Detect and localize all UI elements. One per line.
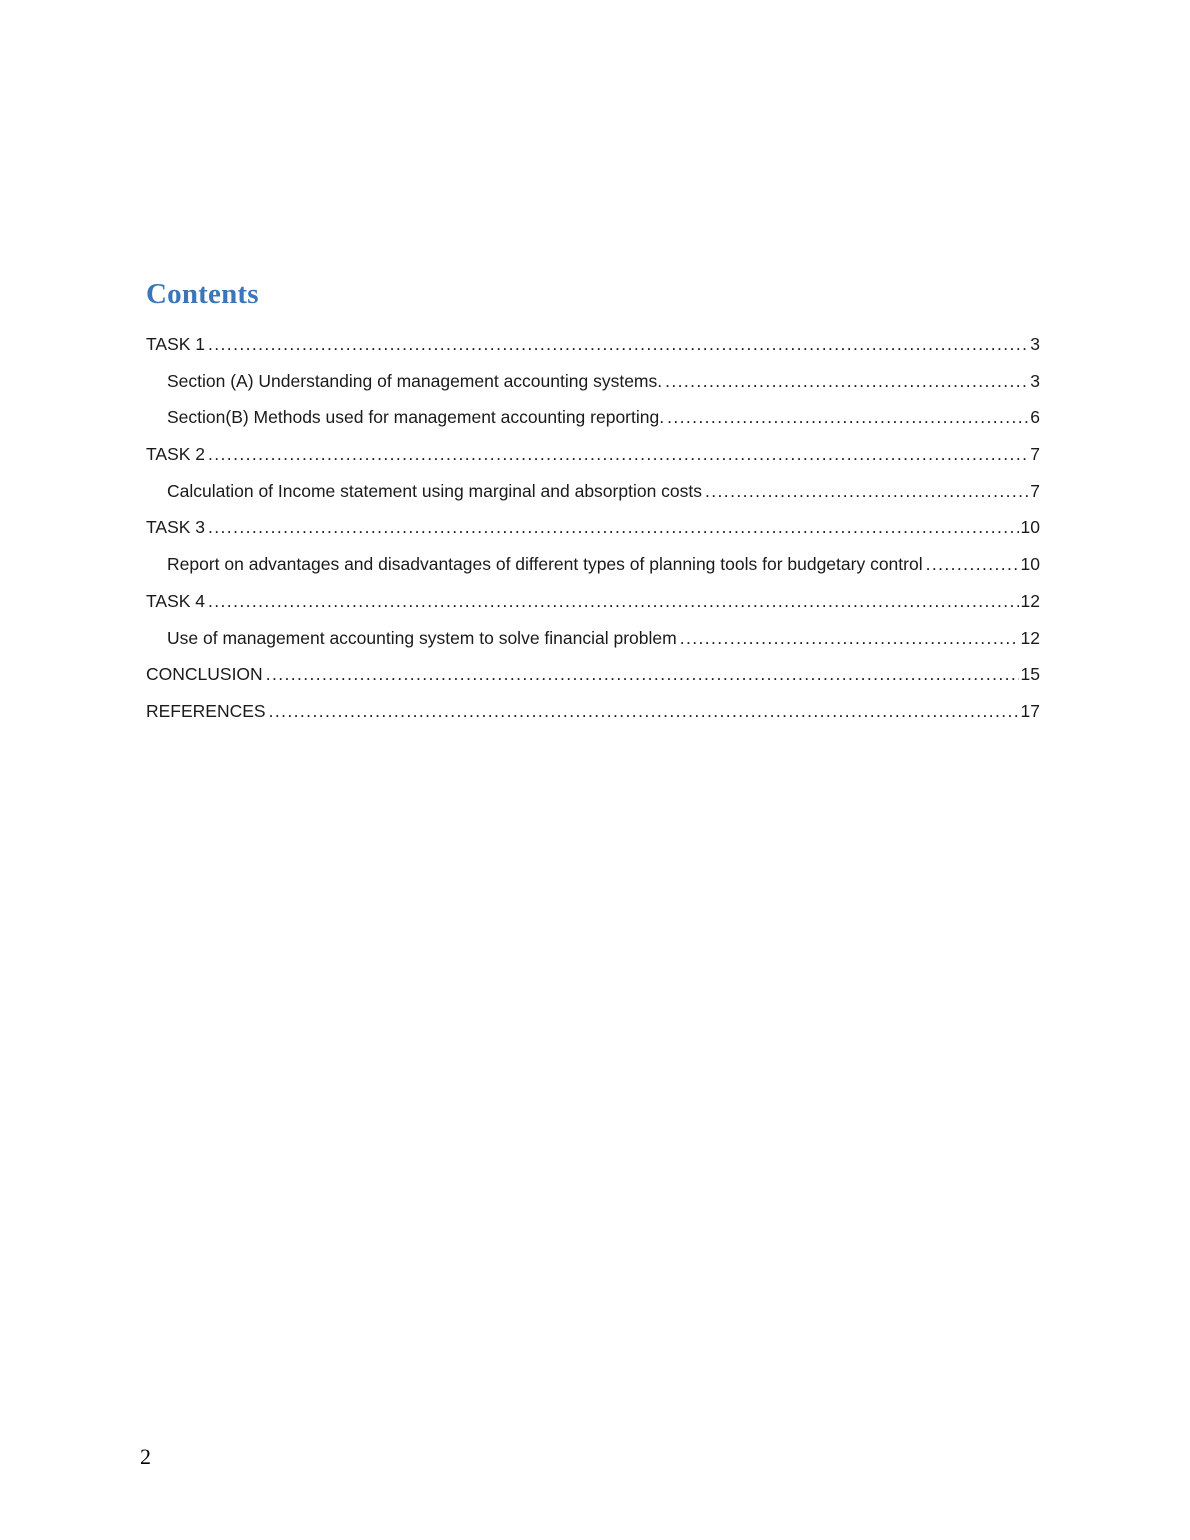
toc-entry-task-1[interactable]: [146, 326, 1040, 363]
toc-dot-leader: [208, 436, 1028, 473]
toc-dot-leader: [665, 363, 1028, 400]
toc-entry-label: Report on advantages and disadvantages of different types of planning tools for budgetary control: [167, 554, 923, 575]
toc-dot-leader: [926, 546, 1019, 583]
toc-entry-page: 6: [1030, 407, 1040, 428]
toc-entry-income-statement[interactable]: [146, 473, 1040, 510]
toc-dot-leader: [269, 693, 1019, 730]
toc-entry-page: 10: [1020, 517, 1040, 538]
toc-entry-page: 17: [1020, 700, 1040, 721]
toc-entry-section-a[interactable]: [146, 363, 1040, 400]
toc-entry-label: Section (A) Understanding of management accounting systems.: [167, 370, 663, 391]
toc-entry-conclusion[interactable]: [146, 656, 1040, 693]
toc-dot-leader: [208, 509, 1019, 546]
toc-entry-financial-problem[interactable]: [146, 620, 1040, 657]
toc-entry-label: TASK 4: [146, 590, 206, 611]
toc-entry-page: 15: [1020, 664, 1040, 685]
toc-dot-leader: [208, 583, 1019, 620]
toc-dot-leader: [266, 656, 1019, 693]
toc-dot-leader: [667, 399, 1028, 436]
toc-entry-label: REFERENCES: [146, 700, 266, 721]
toc-heading: Contents: [146, 278, 259, 310]
toc-entry-page: 12: [1020, 590, 1040, 611]
toc-entry-label: CONCLUSION: [146, 664, 263, 685]
toc-entry-task-4[interactable]: [146, 583, 1040, 620]
toc-entry-task-2[interactable]: [146, 436, 1040, 473]
toc-dot-leader: [705, 473, 1028, 510]
toc-entry-page: 3: [1030, 334, 1040, 354]
toc-entry-task-3[interactable]: [146, 509, 1040, 546]
toc-entry-page: 10: [1020, 554, 1040, 575]
toc-dot-leader: [208, 326, 1028, 363]
toc-entry-page: 7: [1030, 444, 1040, 465]
toc-dot-leader: [680, 620, 1019, 657]
toc-entry-planning-tools-report[interactable]: [146, 546, 1040, 583]
toc-entry-section-b[interactable]: [146, 399, 1040, 436]
toc-entry-page: 7: [1030, 480, 1040, 501]
toc-entry-references[interactable]: [146, 693, 1040, 730]
page-number: 2: [140, 1444, 151, 1469]
toc-entry-label: TASK 2: [146, 444, 206, 465]
toc-entry-page: 3: [1030, 370, 1040, 391]
toc-entry-page: 12: [1020, 627, 1040, 648]
toc-entry-label: Use of management accounting system to solve financial problem: [167, 627, 677, 648]
toc-entry-label: Section(B) Methods used for management accounting reporting.: [167, 407, 665, 428]
toc-entry-label: TASK 1: [146, 334, 206, 354]
toc-entry-label: Calculation of Income statement using marginal and absorption costs: [167, 480, 703, 501]
toc-entry-label: TASK 3: [146, 517, 206, 538]
table-of-contents: [146, 326, 1040, 730]
